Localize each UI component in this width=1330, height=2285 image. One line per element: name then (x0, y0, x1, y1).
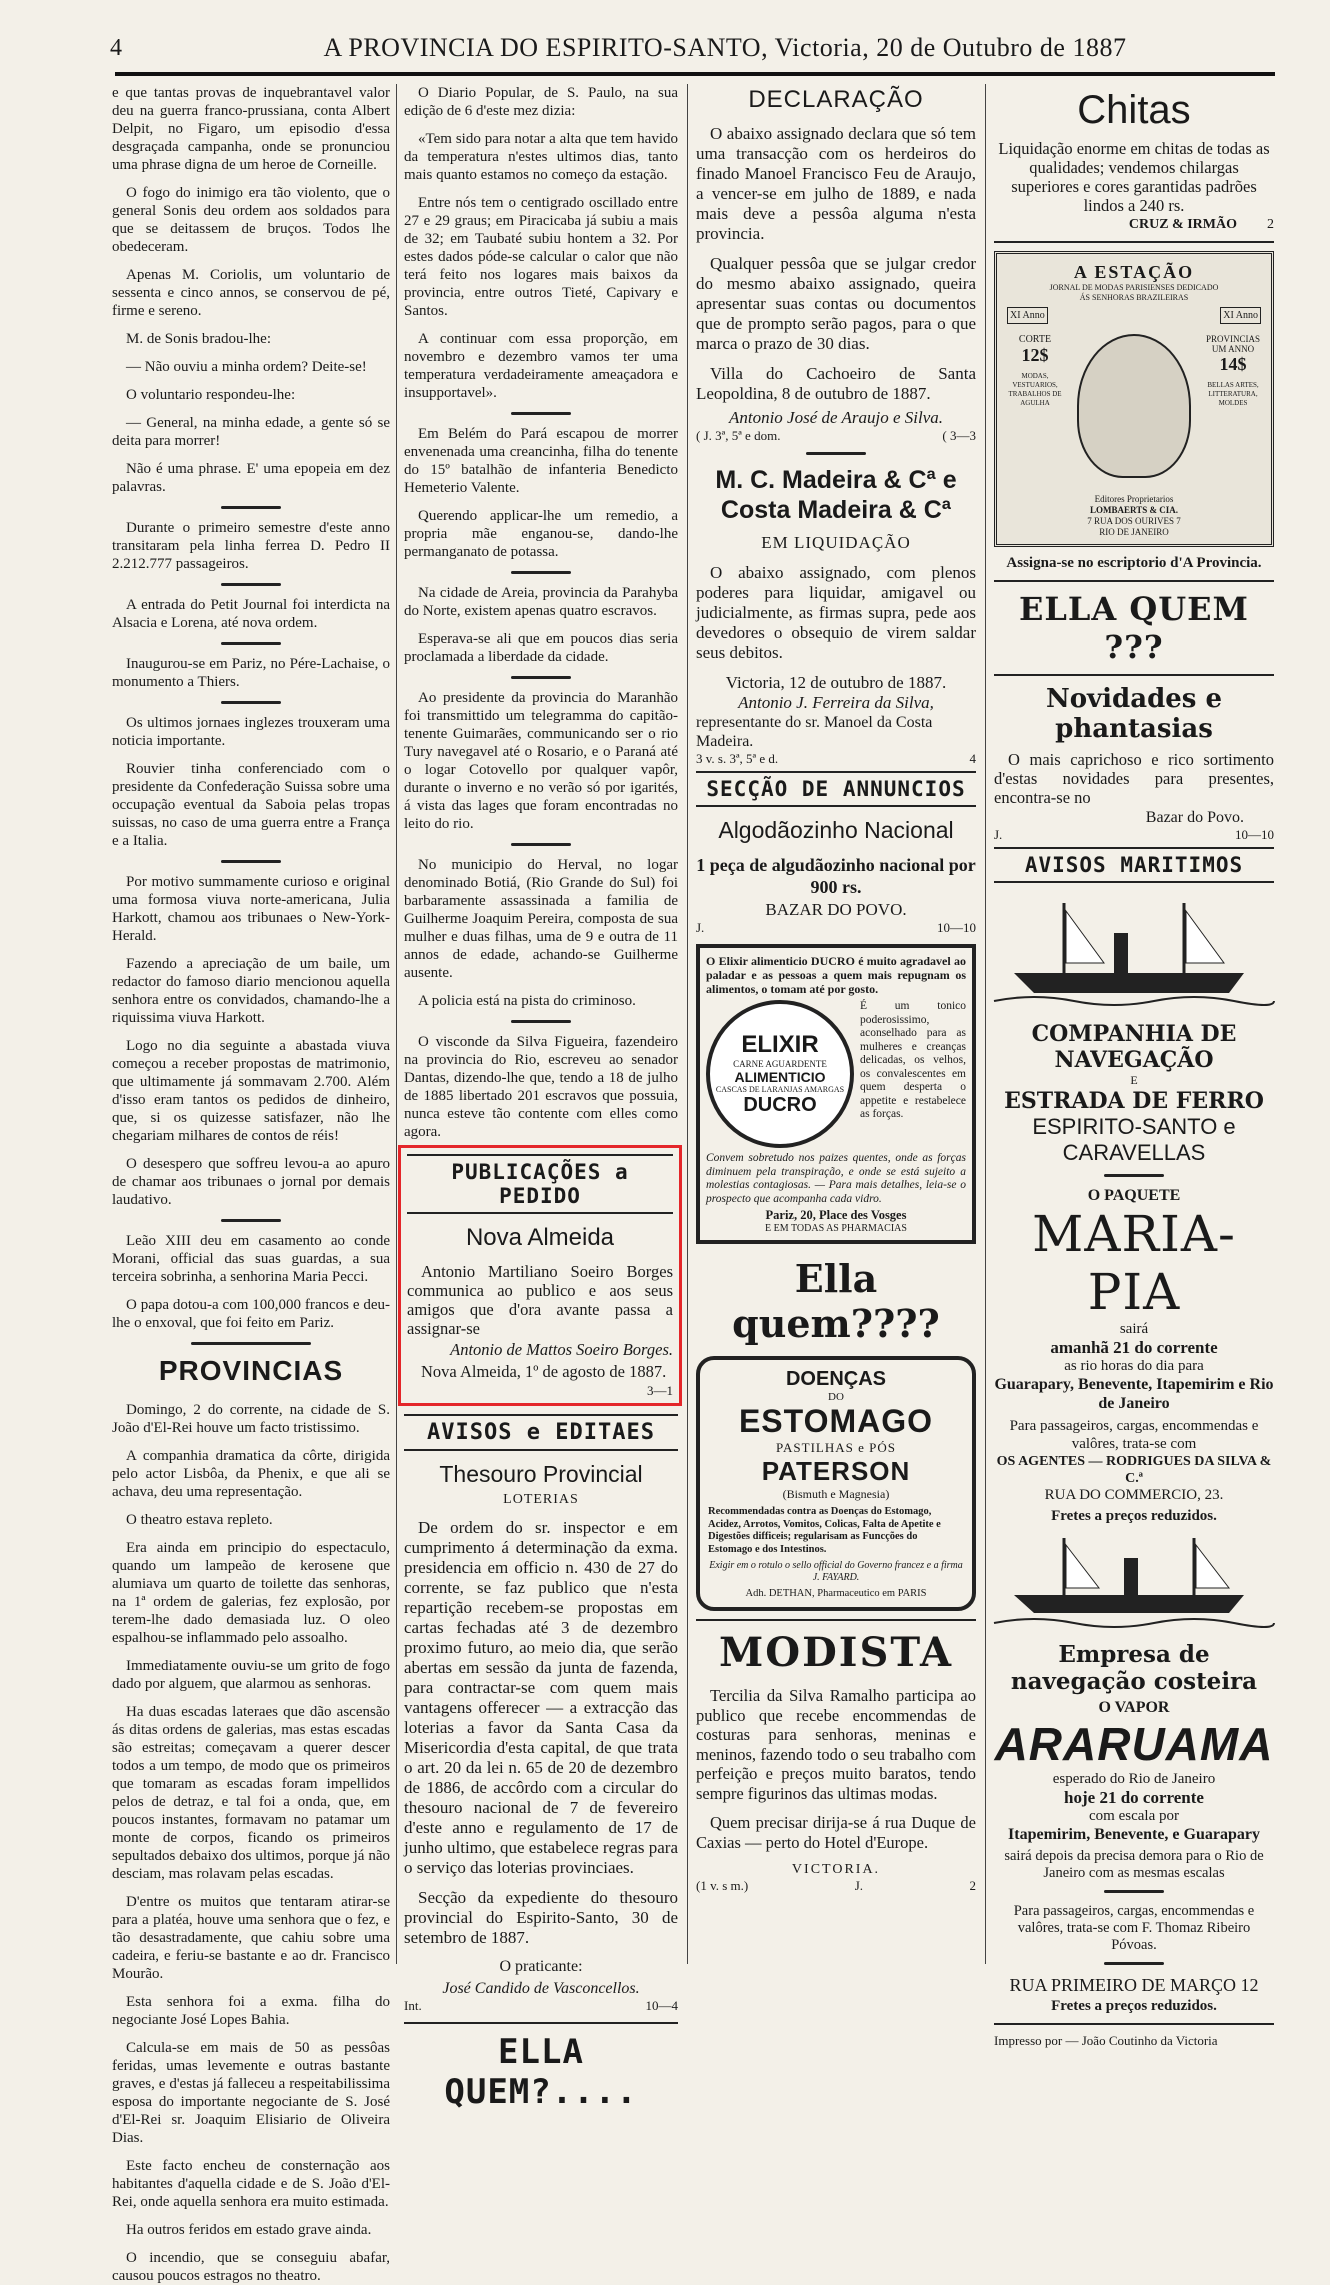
article-paragraph: — General, na minha edade, a gente só se deita para morrer! (112, 415, 390, 449)
algodao-mark-right: 10—10 (937, 920, 976, 935)
doencas-line: Exigir em o rotulo o sello official do Governo francez e a firma J. FAYARD. (709, 1560, 963, 1583)
madeira-subtitle: EM LIQUIDAÇÃO (761, 533, 911, 552)
agents-address: RUA DO COMMERCIO, 23. (1044, 1487, 1224, 1503)
elixir-description: É um tonico poderosissimo, aconselhado para as mulheres e creanças delicadas, os velhos, os convalescentes em quem desperta o appetite e restabelece as forças. (860, 1000, 966, 1120)
agents: OS AGENTES — RODRIGUES DA SILVA & C.ª (996, 1454, 1272, 1486)
estacao-publisher: Editores Proprietarios (1094, 494, 1174, 504)
elixir-seal-text: ALIMENTICIO (734, 1069, 826, 1085)
article-paragraph: Em Belém do Pará escapou de morrer envenenada uma creancinha, filha do tenente do 15º batalhão de infanteria Benedicto Hemeterio Valente. (404, 426, 678, 496)
novidades-shop: Bazar do Povo. (1145, 809, 1244, 826)
article-paragraph: Durante o primeiro semestre d'este anno transitaram pela linha ferrea D. Pedro II 2.212.777 passageiros. (112, 520, 390, 572)
novidades-body: O mais caprichoso e rico sortimento d'estas novidades para presentes, encontra-se no (994, 750, 1274, 807)
algodao-body: 1 peça de algudãozinho nacional por 900 rs. (696, 855, 976, 897)
separator (511, 843, 571, 846)
doencas-estomago-ad (696, 1356, 976, 1611)
thesouro-signature: José Candido de Vasconcellos. (442, 1980, 640, 1997)
article-paragraph: O visconde da Silva Figueira, fazendeiro na provincia do Rio, escreveu ao senador Dantas, dizendo-lhe que, tendo a 18 de julho de 1885 libertado 201 escravos que possuia, nunca esteve tão contente com elles como agora. (404, 1034, 678, 1140)
thesouro-title: Thesouro Provincial (439, 1461, 643, 1487)
separator (221, 642, 281, 645)
article-paragraph: Domingo, 2 do corrente, na cidade de S. João d'El-Rei houve um facto tristissimo. (112, 1402, 390, 1436)
doencas-line: ESTOMAGO (738, 1403, 934, 1439)
article-paragraph: A continuar com essa proporção, em novembro e dezembro vamos ter uma temperatura verdadeiramente ameaçadora e insupportavel». (404, 331, 678, 401)
madeira-dateline: Victoria, 12 de outubro de 1887. (725, 673, 947, 692)
article-paragraph: O theatro estava repleto. (126, 1512, 273, 1528)
annuncios-heading: SECÇÃO DE ANNUNCIOS (696, 771, 976, 807)
novidades-mark-left: J. (994, 827, 1003, 842)
article-paragraph: A entrada do Petit Journal foi interdicta na Alsacia e Lorena, até nova ordem. (112, 597, 390, 631)
article-paragraph: — Não ouviu a minha ordem? Deite-se! (126, 359, 367, 375)
companhia-subtitle: ESTRADA DE FERRO (1004, 1088, 1264, 1114)
steamship-drawing (994, 893, 1274, 1013)
ella-quem-headline: ELLA QUEM?.... (444, 2032, 638, 2112)
estacao-subtitle: JORNAL DE MODAS PARISIENSES DEDICADO ÁS SENHORAS BRAZILEIRAS (1049, 283, 1219, 302)
column-divider (396, 84, 397, 1964)
estacao-um-anno-label: UM ANNO (1211, 344, 1255, 354)
article-paragraph: e que tantas provas de inquebrantavel valor deu na guerra franco-prussiana, conta Albert Delpit, no Figaro, um episodio d'essa desgraçada campanha, onde se pronunciou uma phrase digna de um heroe de Corneille. (112, 85, 390, 173)
page-header (110, 28, 1280, 68)
sahira-label: sairá (1119, 1321, 1149, 1337)
article-paragraph: Leão XIII deu em casamento ao conde Morani, official das suas guardas, a sua terceira sobrinha, a senhorina Maria Pecci. (112, 1233, 390, 1285)
article-paragraph: O papa dotou-a com 100,000 francos e deu-lhe o enxoval, que foi feito em Pariz. (112, 1297, 390, 1331)
article-paragraph: Entre nós tem o centigrado oscillado entre 27 e 29 graus; em Piracicaba já subiu a mais de 32; em Taubaté subiu hontem a 32. Por estes dados póde-se calcular o calor que não terá feito nos logares mais baixos da provincia, entre outros Tieté, Capivary e Santos. (404, 195, 678, 319)
elixir-intro: O Elixir alimenticio DUCRO é muito agradavel ao paladar e as pessoas a quem mais repugnam os alimentos, o tomam até por gosto. (706, 954, 966, 996)
article-paragraph: Não é uma phrase. E' uma epopeia em dez palavras. (112, 461, 390, 495)
article-paragraph: A policia está na pista do criminoso. (418, 993, 636, 1009)
notice-title: Nova Almeida (465, 1224, 615, 1251)
departure-date: amanhã 21 do corrente (1050, 1338, 1218, 1357)
escala-ports: Itapemirim, Benevente, e Guarapary (1008, 1826, 1260, 1843)
passengers-info: Para passageiros, cargas, encommendas e valôres, trata-se com F. Thomaz Ribeiro Póvoas. (1013, 1903, 1255, 1953)
estacao-price: 14$ (1219, 354, 1247, 374)
article-paragraph: Fazendo a apreciação de um baile, um redactor do famoso diario mencionou aquella senhora entre os convidados, chamando-lhe a riquissima viuva Harkott. (112, 956, 390, 1026)
paquete-label: O PAQUETE (1087, 1187, 1181, 1204)
separator (511, 571, 571, 574)
elixir-footer: E EM TODAS AS PHARMACIAS (765, 1223, 907, 1234)
declaracao-title: DECLARAÇÃO (748, 86, 924, 113)
article-paragraph: Esta senhora foi a exma. filha do negociante José Lopes Bahia. (112, 1994, 390, 2028)
algodao-mark-left: J. (696, 920, 705, 935)
article-paragraph: Ha duas escadas lateraes que dão ascensão ás ditas ordens de galerias, mas estas escadas são estreitas; começavam a querer descer todos a um tempo, de modo que os primeiros que tomaram as escadas foram impellidos pelos de detraz, e tal foi a onda, que, em poucos instantes, formavam no patamar um monte de corpos, ficando os primeiros sepultados debaixo dos ultimos, porque já não desciam, mas rolavam pelas escadas. (112, 1704, 390, 1882)
article-paragraph: Os ultimos jornaes inglezes trouxeram uma noticia importante. (112, 715, 390, 749)
article-paragraph: O desespero que soffreu levou-a ao apuro de chamar aos tribunaes o jornal por demais laudativo. (112, 1156, 390, 1208)
separator (1104, 1962, 1164, 1965)
separator (806, 452, 866, 455)
article-paragraph: Logo no dia seguinte a abastada viuva começou a receber propostas de matrimonio, que ultimamente já sommavam 2.700. Além d'isso eram tantos os pedidos de dinheiro, que, si os quizesse satisfazer, não lhe chegariam milhares de contos de réis! (112, 1038, 390, 1144)
article-paragraph: Era ainda em principio do espectaculo, quando um lampeão de kerosene que alumiava um quarto de toilette das senhoras, na 1ª ordem de galerias, fez explosão, por terem-lhe dado demasiada luz. O oleo espalhou-se inflammado pelo assoalho. (112, 1540, 390, 1646)
estacao-illustration (994, 251, 1274, 547)
empresa-title: Empresa de navegação costeira (1010, 1641, 1258, 1695)
separator (511, 1020, 571, 1023)
departure-time: as rio horas do dia para (1064, 1358, 1204, 1374)
notice-body: Antonio Martiliano Soeiro Borges communica ao publico e aos seus amigos que d'ora avante passa a assignar-se (407, 1262, 673, 1338)
thesouro-mark-left: Int. (404, 1998, 422, 2013)
estacao-side-text: BELLAS ARTES, LITTERATURA, MOLDES (1207, 381, 1259, 407)
chitas-mark: 2 (1267, 217, 1274, 232)
article-paragraph: Na cidade de Areia, provincia da Parahyba do Norte, existem apenas quatro escravos. (404, 585, 678, 619)
arrival-origin: esperado do Rio de Janeiro (1052, 1771, 1216, 1787)
thesouro-mark-right: 10—4 (645, 1998, 678, 2013)
elixir-seal-text: CASCAS DE LARANJAS AMARGAS (715, 1085, 845, 1094)
divider (696, 1619, 976, 1621)
article-paragraph: Inaugurou-se em Pariz, no Pére-Lachaise, o monumento a Thiers. (112, 656, 390, 690)
divider (404, 2022, 678, 2024)
article-paragraph: Esperava-se ali que em poucos dias seria proclamada a liberdade da cidade. (404, 631, 678, 665)
printer-imprint: Impresso por — João Coutinho da Victoria (994, 2033, 1218, 2048)
article-paragraph: Apenas M. Coriolis, um voluntario de sessenta e cinco annos, se conservou de pé, firme e sereno. (112, 267, 390, 319)
column-2 (398, 84, 684, 2112)
novidades-title: Novidades e phantasias (1045, 684, 1223, 744)
article-paragraph: D'entre os muitos que tentaram atirar-se para a platéa, houve uma senhora que o fez, e tão desastradamente, que cahiu sobre uma cadeira, e feriu-se bastante e ao dr. Francisco Mourão. (112, 1894, 390, 1982)
woman-portrait-icon (1077, 334, 1191, 478)
divider (994, 241, 1274, 243)
highlighted-notice-box (398, 1145, 682, 1406)
departure-info: sairá depois da precisa demora para o Rio de Janeiro com as mesmas escalas (1004, 1848, 1264, 1881)
column-4 (988, 84, 1280, 2048)
separator (221, 583, 281, 586)
publicacoes-heading: PUBLICAÇÕES a PEDIDO (407, 1154, 673, 1214)
araruama-title: ARARUAMA (994, 1718, 1274, 1770)
companhia-e: E (1130, 1073, 1138, 1087)
estacao-caption: Assigna-se no escriptorio d'A Provincia. (1006, 555, 1262, 571)
modista-mark-left: (1 v. s m.) (696, 1878, 749, 1893)
maria-pia-title: MARIA-PIA (1032, 1205, 1236, 1321)
article-paragraph: O fogo do inimigo era tão violento, que o general Sonis deu ordem aos soldados para que se deitassem de bruços. Todos lhe obedeceram. (112, 185, 390, 255)
notice-signature: Antonio de Mattos Soeiro Borges. (450, 1340, 673, 1359)
modista-city: VICTORIA. (791, 1862, 881, 1877)
chitas-title: Chitas (1077, 88, 1191, 132)
estacao-provincias-label: PROVINCIAS (1205, 334, 1260, 344)
estacao-publisher: RIO DE JANEIRO (1099, 527, 1169, 537)
separator (221, 1219, 281, 1222)
ella-quem-headline: ELLA QUEM ??? (1019, 590, 1249, 666)
elixir-address: Pariz, 20, Place des Vosges (765, 1208, 907, 1222)
fretes-note: Fretes a preços reduzidos. (1051, 1998, 1217, 2014)
separator (221, 701, 281, 704)
chitas-signature: CRUZ & IRMÃO (1128, 217, 1237, 232)
steamship-icon (994, 893, 1274, 1013)
estacao-publisher: 7 RUA DOS OURIVES 7 (1087, 516, 1181, 526)
estacao-corte-label: CORTE (1018, 334, 1052, 345)
elixir-description-2: Convem sobretudo nos paizes quentes, onde as forças diminuem pela transpiração, e onde se está sujeito a molestias contagiosas. — Para mais detalhes, leia-se o prospecto que acompanha cada vidro. (706, 1152, 966, 1205)
notice-dateline: Nova Almeida, 1º de agosto de 1887. (421, 1362, 667, 1381)
thesouro-body: De ordem do sr. inspector e em cumprimento á determinação da exma. presidencia em officio n. 430 de 27 do corrente, se faz publico que n'esta repartição recebem-se propostas em cartas fechadas até 3 de dezembro proximo futuro, ao meio dia, que serão abertas em sessão da junta de fazenda, para contractar-se com quem mais vantagens offerecer — a extracção das loterias a favor da Santa Casa da Misericordia d'esta capital, de que trata o art. 20 da lei n. 65 de 20 de dezembro de 1886, de accôrdo com a circular do thesouro nacional de 7 de fevereiro d'este anno e regulamento de 17 de junho ultimo, que estabelece regras para o serviço das loterias provinciaes. (404, 1518, 678, 1877)
madeira-title: M. C. Madeira & Cª e Costa Madeira & Cª (715, 466, 957, 524)
header-rule (115, 72, 1275, 76)
chitas-body: Liquidação enorme em chitas de todas as qualidades; vendemos chilargas superiores e cores garantidas padrões lindos a 240 rs. (998, 139, 1270, 215)
article-paragraph: O incendio, que se conseguiu abafar, causou poucos estragos no theatro. (112, 2250, 390, 2284)
divider (994, 2023, 1274, 2025)
column-1 (112, 84, 396, 2284)
algodao-shop: BAZAR DO POVO. (765, 900, 907, 919)
declaracao-body: O abaixo assignado declara que só tem uma transacção com os herdeiros do finado Manoel Francisco Feu de Araujo, a vencer-se em julho de 1889, e nada mais deve a pessôa alguma n'esta provincia. (696, 124, 976, 243)
declaracao-mark-right: ( 3—3 (942, 428, 976, 443)
declaracao-signature: Antonio José de Araujo e Silva. (728, 408, 944, 427)
estacao-price: 12$ (1021, 345, 1049, 365)
article-paragraph: «Tem sido para notar a alta que tem havido da temperatura n'estes ultimos dias, tanto mais quanto estamos no começo da estação. (404, 131, 678, 183)
madeira-mark-right: 4 (969, 751, 976, 766)
doencas-line: PATERSON (761, 1456, 911, 1486)
article-paragraph: Este facto encheu de consternação aos habitantes d'aquella cidade e de S. João d'El-Rei, onde aquella senhora era muito estimada. (112, 2158, 390, 2210)
estacao-title: A ESTAÇÃO (1073, 262, 1195, 282)
doencas-line: (Bismuth e Magnesia) (782, 1487, 890, 1501)
vapor-label: O VAPOR (1098, 1699, 1170, 1716)
column-divider (985, 84, 986, 1964)
avisos-maritimos-heading: AVISOS MARITIMOS (994, 847, 1274, 883)
modista-title: MODISTA (718, 1629, 954, 1676)
estacao-anno-badge: XI Anno (1007, 307, 1048, 324)
novidades-mark-right: 10—10 (1235, 827, 1274, 842)
elixir-seal-brand: DUCRO (743, 1094, 817, 1116)
elixir-seal-word: ELIXIR (741, 1031, 819, 1058)
rua-primeiro: RUA PRIMEIRO DE MARÇO 12 (1009, 1975, 1259, 1995)
separator (191, 1342, 311, 1345)
madeira-role: representante do sr. Manoel da Costa Madeira. (696, 714, 933, 750)
notice-mark: 3—1 (647, 1383, 673, 1398)
column-3 (690, 84, 982, 1964)
modista-body: Quem precisar dirija-se á rua Duque de Caxias — perto do Hotel d'Europe. (696, 1813, 976, 1852)
companhia-subtitle-2: ESPIRITO-SANTO e CARAVELLAS (1032, 1114, 1236, 1165)
separator (221, 860, 281, 863)
declaracao-body: Villa do Cachoeiro de Santa Leopoldina, 8 de outubro de 1887. (696, 364, 976, 403)
article-paragraph: Por motivo summamente curioso e original uma formosa viuva norte-americana, Julia Harkott, chamou aos tribunaes o New-York-Herald. (112, 874, 390, 944)
elixir-ad (696, 944, 976, 1244)
article-paragraph: Ha outros feridos em estado grave ainda. (126, 2222, 372, 2238)
doencas-line: Recommendadas contra as Doenças do Estomago, Acidez, Arrotos, Vomitos, Colicas, Falta de Apetite e Digestões difficeis; regularisam as Funcções do Estomago e dos Intestinos. (708, 1506, 941, 1555)
article-paragraph: Calcula-se em mais de 50 as pessôas feridas, umas levemente e outras bastante graves, e d'estas já falleceu a respeitabilissima esposa do importante negociante de S. José d'El-Rei sr. Joaquim Elisiario de Oliveira Dias. (112, 2040, 390, 2146)
algodao-title: Algodãozinho Nacional (718, 817, 954, 843)
estacao-publisher: LOMBAERTS & CIA. (1090, 505, 1178, 515)
article-paragraph: Querendo applicar-lhe um remedio, a propria mãe enganou-se, dando-lhe permanganato de potassa. (404, 508, 678, 560)
avisos-editaes-heading: AVISOS e EDITAES (404, 1414, 678, 1451)
article-paragraph: O Diario Popular, de S. Paulo, na sua edição de 6 d'este mez dizia: (404, 85, 678, 119)
declaracao-body: Qualquer pessôa que se julgar credor do mesmo abaixo assignado, queira apresentar suas contas ou documentos que de prompto serão pagos, para o que marca o prazo de 30 dias. (696, 254, 976, 353)
fretes-note: Fretes a preços reduzidos. (1051, 1508, 1217, 1524)
declaracao-mark-left: ( J. 3ª, 5ª e dom. (696, 428, 781, 443)
modista-mark-right: 2 (969, 1878, 976, 1893)
destinations: Guarapary, Benevente, Itapemirim e Rio de Janeiro (994, 1376, 1274, 1412)
estacao-side-text: MODAS, VESTUARIOS, TRABALHOS DE AGULHA (1008, 372, 1062, 407)
column-divider (687, 84, 688, 1964)
separator (1104, 1890, 1164, 1893)
madeira-mark-left: 3 v. s. 3ª, 5ª e d. (696, 751, 779, 766)
ella-quem-headline: Ella quem???? (732, 1256, 940, 1346)
modista-mark-mid: J. (854, 1878, 864, 1893)
steamship-icon (994, 1533, 1274, 1633)
divider (994, 580, 1274, 582)
doencas-line: DO (828, 1391, 844, 1403)
thesouro-subtitle: LOTERIAS (503, 1492, 579, 1507)
article-paragraph: Immediatamente ouviu-se um grito de fogo dado por alguem, que alarmou as senhoras. (112, 1658, 390, 1692)
elixir-seal-text: CARNE AGUARDENTE (733, 1059, 827, 1069)
article-paragraph: M. de Sonis bradou-lhe: (126, 331, 271, 347)
passengers-info: Para passageiros, cargas, encommendas e valôres, trata-se com (1009, 1418, 1259, 1452)
article-paragraph: Ao presidente da provincia do Maranhão foi transmittido um telegramma do capitão-tenente Guimarães, communicando ser o rio Tury navegavel até o Rosario, e o Paraná até o logar Cotovello por qualquer vapôr, durante o inverno e no verão só por igarités, á vista das lages que foram encontradas no leito do rio. (404, 690, 678, 832)
thesouro-dateline: Secção da expediente do thesouro provincial do Espirito-Santo, 30 de setembro de 1887. (404, 1888, 678, 1947)
modista-body: Tercilia da Silva Ramalho participa ao publico que recebe encommendas de costuras para senhoras, meninas e meninos, fazendo todo o seu trabalho com perfeição e preços muito baratos, tendo sempre figurinos das ultimas modas. (696, 1686, 976, 1803)
separator (511, 676, 571, 679)
thesouro-role: O praticante: (499, 1958, 583, 1975)
page-number: 4 (110, 34, 122, 61)
doencas-line: PASTILHAS e PÓS (776, 1440, 896, 1455)
article-paragraph: No municipio do Herval, no logar denominado Botiá, (Rio Grande do Sul) foi barbaramente assassinada a familia de Guilherme Joaquim Pereira, composta de sua mulher e duas filhas, uma de 9 e outra de 11 annos de edade, achando-se Guilherme ausente. (404, 857, 678, 981)
madeira-body: O abaixo assignado, com plenos poderes para liquidar, amigavel ou judicialmente, as firmas supra, pede aos devedores o obsequio de virem saldar seus debitos. (696, 563, 976, 662)
newspaper-masthead: A PROVINCIA DO ESPIRITO-SANTO, Victoria, 20 de Outubro de 1887 (323, 33, 1127, 62)
elixir-seal-icon (706, 1000, 854, 1148)
article-paragraph: A companhia dramatica da côrte, dirigida pelo actor Lisbôa, da Phenix, e que ali se achava, deu uma representação. (112, 1448, 390, 1500)
arrival-date: hoje 21 do corrente (1064, 1788, 1204, 1807)
section-heading-provincias: PROVINCIAS (158, 1355, 344, 1386)
separator (511, 412, 571, 415)
companhia-title: COMPANHIA DE NAVEGAÇÃO (1031, 1021, 1237, 1073)
divider (994, 674, 1274, 676)
steamship-drawing (994, 1533, 1274, 1633)
estacao-anno-badge: XI Anno (1220, 307, 1261, 324)
doencas-line: DOENÇAS (785, 1368, 886, 1390)
article-paragraph: Rouvier tinha conferenciado com o presidente da Confederação Suissa sobre uma occupação eventual da Saboia pelas tropas suissas, no caso de uma guerra entre a França e a Italia. (112, 761, 390, 849)
separator (221, 506, 281, 509)
madeira-signature: Antonio J. Ferreira da Silva, (738, 693, 934, 712)
escala-label: com escala por (1089, 1808, 1179, 1824)
article-paragraph: O voluntario respondeu-lhe: (126, 387, 296, 403)
doencas-line: Adh. DETHAN, Pharmaceutico em PARIS (745, 1588, 927, 1599)
separator (1104, 1174, 1164, 1177)
